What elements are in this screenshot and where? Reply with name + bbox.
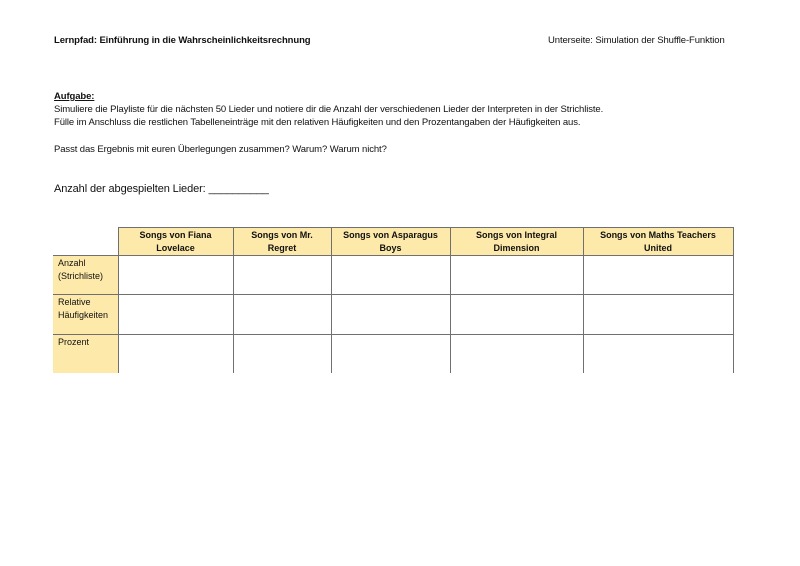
table-cell[interactable] — [331, 256, 450, 295]
column-header-integral-dimension: Songs von Integral Dimension — [450, 228, 583, 256]
column-header-fiana-lovelace: Songs von Fiana Lovelace — [118, 228, 233, 256]
table-cell[interactable] — [450, 335, 583, 374]
table-row-relative-frequency — [53, 295, 733, 335]
learning-path-title: Lernpfad: Einführung in die Wahrscheinlichkeitsrechnung — [54, 35, 311, 46]
column-header-maths-teachers-united: Songs von Maths Teachers United — [583, 228, 733, 256]
task-question: Passt das Ergebnis mit euren Überlegungen zusammen? Warum? Warum nicht? — [54, 143, 387, 155]
corner-cell — [53, 228, 118, 256]
subpage-title: Unterseite: Simulation der Shuffle-Funktion — [548, 35, 725, 46]
task-section — [54, 90, 603, 156]
table-cell[interactable] — [233, 335, 331, 374]
table-row-percent — [53, 335, 733, 374]
task-instruction-1: Simuliere die Playliste für die nächsten 50 Lieder und notiere dir die Anzahl der verschiedenen Lieder der Interpreten in der Strichliste. — [54, 104, 604, 116]
table-cell[interactable] — [331, 295, 450, 335]
played-songs-line — [54, 183, 269, 195]
table-cell[interactable] — [583, 295, 733, 335]
table-cell[interactable] — [118, 335, 233, 374]
table-row-count — [53, 256, 733, 295]
played-songs-label: Anzahl der abgespielten Lieder: — [54, 183, 206, 195]
table-cell[interactable] — [118, 295, 233, 335]
table-cell[interactable] — [233, 256, 331, 295]
table-cell[interactable] — [450, 295, 583, 335]
table-cell[interactable] — [331, 335, 450, 374]
header-row — [53, 228, 733, 256]
row-header-percent: Prozent — [53, 335, 118, 374]
tally-table — [53, 227, 734, 373]
row-header-relative-frequency: Relative Häufigkeiten — [53, 295, 118, 335]
played-songs-blank[interactable]: __________ — [208, 183, 269, 195]
row-header-count: Anzahl (Strichliste) — [53, 256, 118, 295]
task-heading: Aufgabe: — [54, 91, 95, 102]
task-instruction-2: Fülle im Anschluss die restlichen Tabelleneinträge mit den relativen Häufigkeiten und den Prozentangaben der Häufigkeiten aus. — [54, 117, 581, 129]
table-cell[interactable] — [450, 256, 583, 295]
column-header-mr-regret: Songs von Mr. Regret — [233, 228, 331, 256]
table-cell[interactable] — [583, 335, 733, 374]
table-cell[interactable] — [583, 256, 733, 295]
table-cell[interactable] — [233, 295, 331, 335]
spacer — [54, 130, 603, 143]
table-cell[interactable] — [118, 256, 233, 295]
column-header-asparagus-boys: Songs von Asparagus Boys — [331, 228, 450, 256]
